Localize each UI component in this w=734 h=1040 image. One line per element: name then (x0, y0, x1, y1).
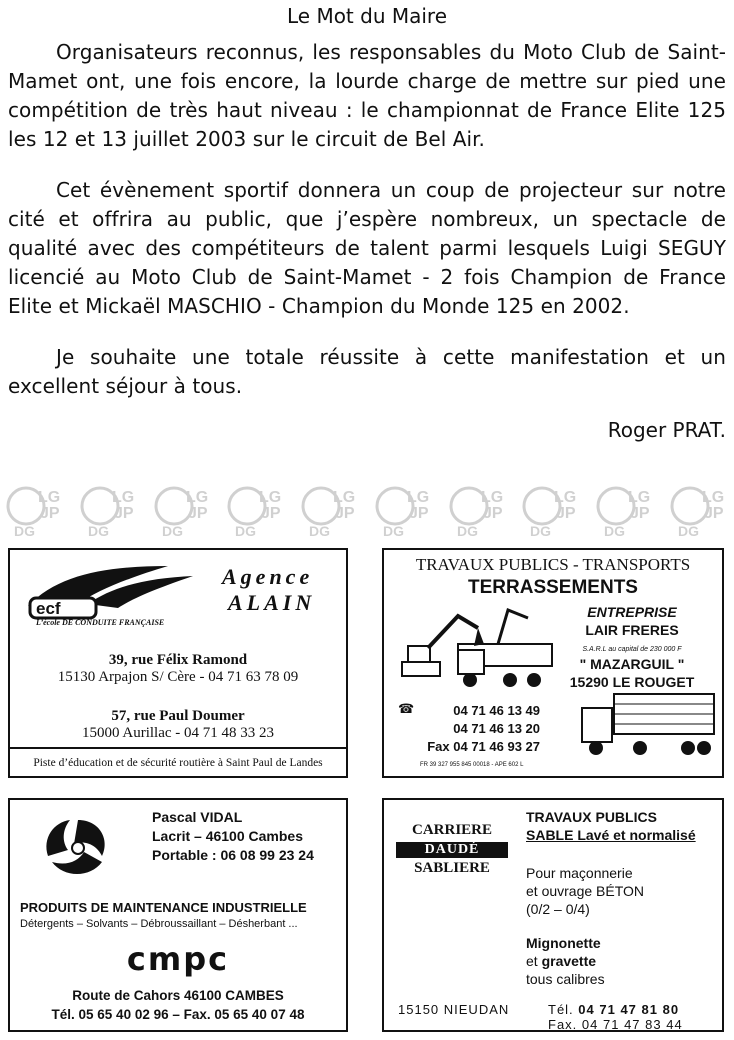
svg-text:JP: JP (40, 505, 60, 522)
ecf-footer: Piste d’éducation et de sécurité routière à Saint Paul de Landes (10, 747, 346, 778)
svg-text:DG: DG (309, 523, 331, 538)
svg-text:JP: JP (261, 505, 281, 522)
svg-text:LG: LG (38, 489, 61, 506)
svg-text:JP: JP (113, 505, 134, 522)
letter-signature: Roger PRAT. (607, 418, 726, 442)
daude-et: et (526, 953, 542, 969)
svg-text:DG: DG (161, 523, 183, 538)
agence-label: Agence (222, 564, 314, 589)
daude-usage (526, 864, 644, 918)
letter-paragraph-1: Organisateurs reconnus, les responsables du Moto Club de Saint-Mamet ont, une fois encore, la lourde charge de mettre sur pied une compétition de très haut niveau : le championnat de France Elite 125 les 12 et 13 juillet 2003 sur le circuit de Bel Air. (8, 40, 726, 151)
daude-town: 15150 NIEUDAN (398, 1002, 510, 1017)
daude-sable: SABLE Lavé et normalisé (526, 827, 696, 843)
cmpc-details: Détergents – Solvants – Débroussaillant – Désherbant ... (20, 918, 298, 930)
daude-products (526, 934, 605, 988)
daude-mignonette: Mignonette (526, 935, 601, 951)
lair-fax: Fax 04 71 46 93 27 (427, 739, 540, 754)
timber-truck-illustration-icon (580, 690, 720, 760)
agence-name: ALAIN (228, 590, 316, 615)
watermark-logo-icon (78, 478, 140, 538)
address-2-city: 15000 Aurillac - 04 71 48 33 23 (81, 725, 275, 741)
watermark-logo-icon (373, 478, 435, 538)
lair-phone-1: 04 71 46 13 49 (453, 703, 540, 718)
daude-calibres: tous calibres (526, 971, 605, 987)
daude-tel-number: 04 71 47 81 80 (578, 1002, 680, 1017)
svg-text:LG: LG (554, 489, 577, 506)
watermark-logo-icon (594, 478, 656, 538)
daude-fax-label: Fax. (548, 1017, 578, 1032)
ad-lair-freres (382, 548, 724, 778)
cmpc-swirl-logo-icon (40, 816, 116, 880)
letter-paragraph-3: Je souhaite une totale réussite à cette manifestation et un excellent séjour à tous. (8, 345, 726, 398)
svg-text:DG: DG (456, 523, 478, 538)
watermark-logo-icon (520, 478, 582, 538)
cmpc-contact-mobile: Portable : 06 08 99 23 24 (152, 847, 314, 863)
cmpc-road: Route de Cahors 46100 CAMBES (72, 988, 284, 1003)
watermark-logo-icon (225, 478, 287, 538)
ad-cmpc (8, 798, 348, 1032)
watermark-logo-icon (152, 478, 214, 538)
address-2 (10, 708, 346, 742)
lair-place: " MAZARGUIL " (579, 656, 685, 672)
daude-sabliere: SABLIERE (414, 860, 490, 876)
cmpc-products: PRODUITS DE MAINTENANCE INDUSTRIELLE (20, 900, 307, 915)
address-1-street: 39, rue Félix Ramond (108, 652, 248, 668)
svg-text:LG: LG (701, 489, 725, 506)
daude-gravette: gravette (541, 953, 597, 969)
svg-text:LG: LG (628, 489, 651, 506)
svg-text:LG: LG (185, 489, 208, 506)
svg-text:LG: LG (480, 489, 503, 506)
svg-text:LG: LG (259, 489, 282, 506)
watermark-logo-icon (668, 478, 730, 538)
svg-text:JP: JP (482, 505, 503, 522)
lair-header: TRAVAUX PUBLICS - TRANSPORTS (415, 555, 691, 574)
address-1 (10, 652, 346, 686)
daude-fax-number: 04 71 47 83 44 (581, 1017, 683, 1032)
svg-text:DG: DG (235, 523, 257, 538)
lair-company: LAIR FRERES (585, 622, 679, 638)
cmpc-contact-address: Lacrit – 46100 Cambes (152, 828, 303, 844)
svg-text:JP: JP (630, 505, 650, 522)
watermark-strip (0, 478, 734, 538)
cmpc-contact-name: Pascal VIDAL (152, 809, 243, 825)
svg-text:JP: JP (556, 505, 576, 522)
daude-body-2: et ouvrage BÉTON (526, 883, 645, 899)
lair-entreprise: ENTREPRISE (587, 604, 677, 620)
daude-tp: TRAVAUX PUBLICS (526, 809, 657, 825)
svg-text:JP: JP (408, 505, 429, 522)
svg-text:LG: LG (406, 489, 430, 506)
excavator-truck-illustration-icon (398, 604, 558, 694)
watermark-logo-icon (447, 478, 509, 538)
lair-phone-2: 04 71 46 13 20 (453, 721, 540, 736)
svg-text:DG: DG (604, 523, 626, 538)
daude-name: DAUDÉ (396, 842, 508, 858)
svg-text:JP: JP (703, 505, 724, 522)
daude-header (526, 808, 696, 844)
svg-text:DG: DG (677, 523, 699, 538)
daude-fax (548, 1017, 683, 1032)
ecf-tagline: L’école DE CONDUITE FRANÇAISE (36, 618, 165, 627)
svg-text:JP: JP (335, 505, 355, 522)
daude-tel-label: Tél. (548, 1002, 574, 1017)
daude-carriere: CARRIERE (411, 822, 492, 838)
ad-carriere-daude (382, 798, 724, 1032)
svg-text:LG: LG (333, 489, 356, 506)
svg-text:JP: JP (187, 505, 208, 522)
letter-title: Le Mot du Maire (286, 4, 448, 28)
svg-text:DG: DG (87, 523, 109, 538)
daude-tel (548, 1002, 679, 1017)
lair-subheader: TERRASSEMENTS (468, 577, 638, 598)
cmpc-logo-text: cmpc (126, 940, 230, 978)
daude-body-1: Pour maçonnerie (526, 865, 633, 881)
address-2-street: 57, rue Paul Doumer (111, 708, 245, 724)
letter-paragraph-2: Cet évènement sportif donnera un coup de projecteur sur notre cité et offrira au public, que j’espère nombreux, un spectacle de qualité avec des compétiteurs de talent parmi lesquels Luigi SEGUY licencié au Moto Club de Saint-Mamet - 2 fois Champion de France Elite et Mickaël MASCHIO - Champion du Monde 125 en 2002. (8, 178, 726, 318)
cmpc-tel: Tél. 05 65 40 02 96 – Fax. 05 65 40 07 48 (51, 1007, 305, 1022)
svg-text:LG: LG (111, 489, 134, 506)
lair-registration: FR 39 327 955 845 00018 - APE 602 L (420, 762, 524, 768)
daude-body-3: (0/2 – 0/4) (526, 901, 590, 917)
watermark-logo-icon (299, 478, 361, 538)
address-1-city: 15130 Arpajon S/ Cère - 04 71 63 78 09 (57, 669, 299, 685)
svg-text:DG: DG (530, 523, 552, 538)
svg-text:DG: DG (14, 523, 35, 538)
cmpc-contact (152, 808, 314, 865)
svg-text:ecf: ecf (36, 599, 61, 618)
mayor-letter (8, 0, 726, 442)
telephone-icon: ☎ (398, 702, 415, 717)
lair-capital: S.A.R.L au capital de 230 000 F (582, 646, 682, 653)
watermark-logo-icon (4, 478, 66, 538)
svg-text:DG: DG (382, 523, 404, 538)
lair-city: 15290 LE ROUGET (569, 674, 695, 690)
ad-ecf-agence-alain (8, 548, 348, 778)
cmpc-address (10, 986, 346, 1024)
